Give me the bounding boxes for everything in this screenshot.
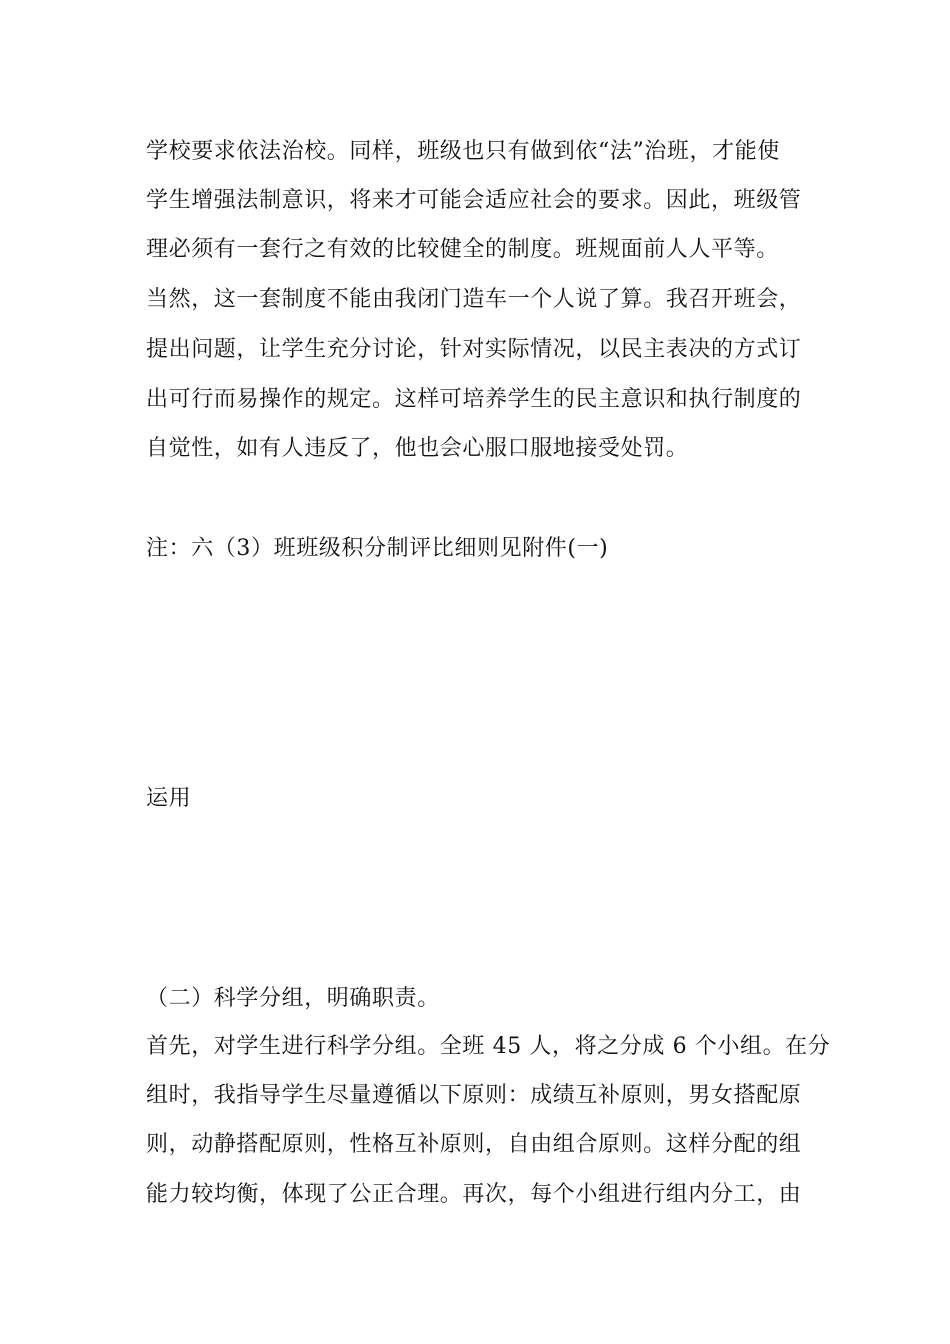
- paragraph-line: 提出问题，让学生充分讨论，针对实际情况，以民主表决的方式订: [146, 337, 802, 362]
- paragraph-line: 当然，这一套制度不能由我闭门造车一个人说了算。我召开班会，: [146, 287, 802, 312]
- paragraph-line: 出可行而易操作的规定。这样可培养学生的民主意识和执行制度的: [146, 387, 802, 412]
- paragraph-line: 首先，对学生进行科学分组。全班 45 人，将之分成 6 个小组。在分: [146, 1034, 831, 1059]
- section-heading: （二）科学分组，明确职责。: [146, 986, 440, 1011]
- paragraph-line: 学校要求依法治校。同样，班级也只有做到依“法”治班，才能使: [146, 139, 780, 164]
- section-label: 运用: [146, 786, 192, 811]
- note-text: 注：六（3）班班级积分制评比细则见附件(一): [146, 536, 609, 561]
- paragraph-line: 自觉性，如有人违反了，他也会心服口服地接受处罚。: [146, 436, 689, 461]
- paragraph-line: 组时，我指导学生尽量遵循以下原则：成绩互补原则，男女搭配原: [146, 1083, 802, 1108]
- paragraph-line: 能力较均衡，体现了公正合理。再次，每个小组进行组内分工，由: [146, 1182, 802, 1207]
- paragraph-line: 理必须有一套行之有效的比较健全的制度。班规面前人人平等。: [146, 237, 779, 262]
- paragraph-line: 则，动静搭配原则，性格互补原则，自由组合原则。这样分配的组: [146, 1132, 802, 1157]
- paragraph-line: 学生增强法制意识，将来才可能会适应社会的要求。因此，班级管: [146, 188, 802, 213]
